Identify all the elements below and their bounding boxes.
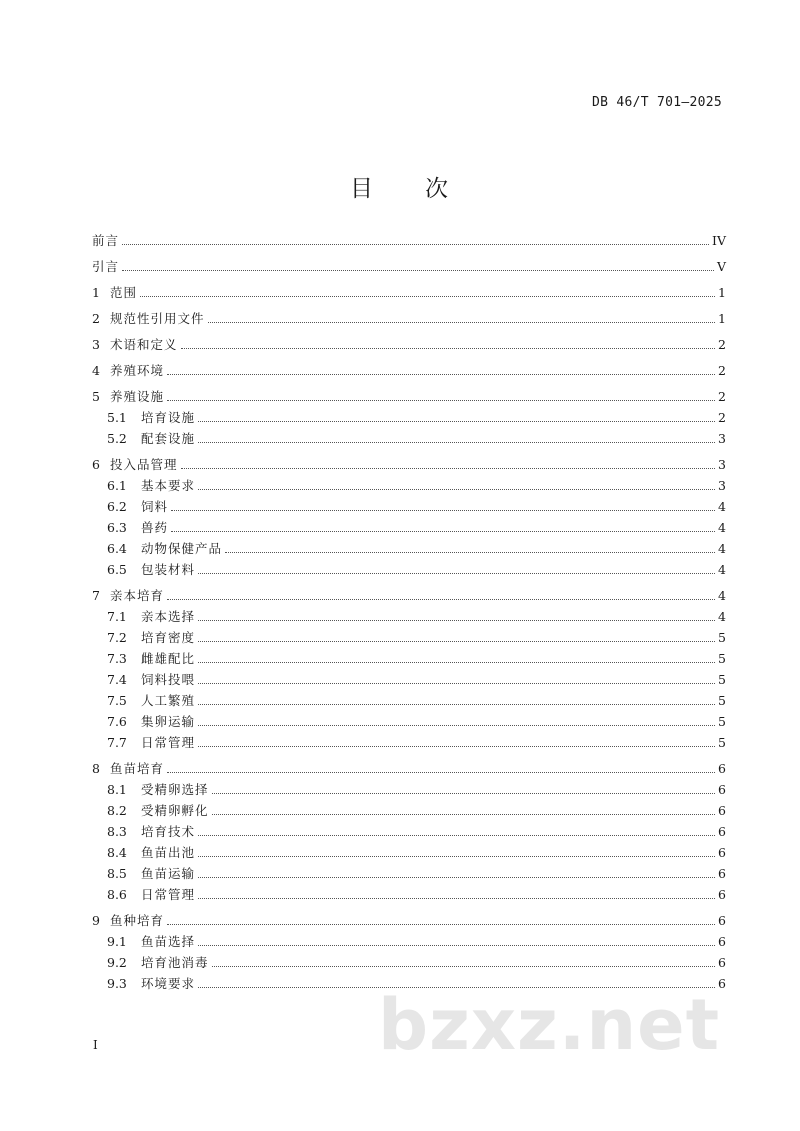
toc-entry-number: 8.2 [107,803,127,818]
toc-entry-label: 养殖设施 [110,389,165,404]
dot-leader [198,641,715,642]
dot-leader [167,924,715,925]
toc-entry-page: 6 [718,782,726,797]
toc-entry-label: 受精卵孵化 [141,803,209,818]
dot-leader [171,510,715,511]
toc-entry-number: 7.3 [107,651,127,666]
dot-leader [198,835,715,836]
toc-entry-label: 日常管理 [141,887,196,902]
document-code: DB 46/T 701—2025 [591,95,722,110]
toc-entry-number: 4 [92,363,100,378]
toc-entry-number: 6.3 [107,520,127,535]
dot-leader [167,400,715,401]
toc-entry-number: 5 [92,389,100,404]
toc-entry-number: 2 [92,311,100,326]
toc-entry[interactable] [92,821,726,842]
dot-leader [198,898,715,899]
toc-entry[interactable] [92,863,726,884]
toc-entry[interactable] [92,931,726,952]
toc-entry-label: 鱼苗选择 [141,934,196,949]
dot-leader [198,442,715,443]
toc-entry-number: 6 [92,457,100,472]
toc-entry-page: 6 [718,934,726,949]
toc-entry-label: 引言 [92,259,120,274]
toc-entry-number: 7.2 [107,630,127,645]
toc-entry-number: 8.6 [107,887,127,902]
dot-leader [198,877,715,878]
toc-entry-page: 4 [718,588,726,603]
toc-entry[interactable] [92,559,726,580]
toc-entry-number: 6.1 [107,478,127,493]
toc-entry-page: 3 [718,478,726,493]
toc-entry-page: 4 [718,609,726,624]
toc-entry-label: 培育技术 [141,824,196,839]
toc-entry[interactable] [92,428,726,449]
toc-entry-page: 4 [718,541,726,556]
toc-entry[interactable] [92,779,726,800]
toc-entry-label: 日常管理 [141,735,196,750]
dot-leader [212,793,716,794]
toc-entry[interactable] [92,758,726,779]
toc-entry-number: 5.1 [107,410,127,425]
toc-entry[interactable] [92,360,726,381]
dot-leader [122,270,714,271]
toc-entry-label: 投入品管理 [110,457,178,472]
toc-entry-page: 6 [718,803,726,818]
toc-entry[interactable] [92,711,726,732]
dot-leader [167,599,715,600]
toc-entry-number: 6.2 [107,499,127,514]
dot-leader [198,573,715,574]
toc-entry-page: 5 [718,672,726,687]
toc-entry-label: 鱼苗运输 [141,866,196,881]
toc-entry-number: 1 [92,285,100,300]
toc-entry-page: 4 [718,562,726,577]
toc-entry-label: 鱼种培育 [110,913,165,928]
toc-entry[interactable] [92,669,726,690]
toc-entry[interactable] [92,496,726,517]
dot-leader [122,244,709,245]
toc-entry-page: 6 [718,845,726,860]
toc-entry-label: 包装材料 [141,562,196,577]
toc-entry-label: 规范性引用文件 [110,311,205,326]
toc-entry-label: 饲料 [141,499,169,514]
dot-leader [181,348,716,349]
toc-entry-label: 饲料投喂 [141,672,196,687]
toc-entry-number: 7 [92,588,100,603]
toc-entry-label: 兽药 [141,520,169,535]
toc-entry-page: 6 [718,824,726,839]
toc-entry[interactable] [92,732,726,753]
toc-entry[interactable] [92,690,726,711]
dot-leader [167,374,715,375]
toc-entry[interactable] [92,585,726,606]
toc-entry-page: 2 [718,363,726,378]
toc-entry-label: 前言 [92,233,120,248]
toc-entry-number: 7.7 [107,735,127,750]
toc-entry-page: V [716,259,726,274]
toc-entry-page: IV [712,233,726,248]
toc-entry-page: 6 [718,955,726,970]
toc-entry[interactable] [92,952,726,973]
toc-entry-page: 4 [718,499,726,514]
toc-entry-page: 5 [718,735,726,750]
toc-entry[interactable] [92,407,726,428]
toc-entry[interactable] [92,256,726,277]
toc-entry-page: 5 [718,693,726,708]
toc-entry[interactable] [92,884,726,905]
toc-entry[interactable] [92,606,726,627]
toc-entry-label: 动物保健产品 [141,541,223,556]
dot-leader [225,552,715,553]
dot-leader [198,704,715,705]
toc-entry-label: 受精卵选择 [141,782,209,797]
dot-leader [198,945,715,946]
dot-leader [212,966,716,967]
toc-entry[interactable] [92,648,726,669]
toc-entry-page: 5 [718,714,726,729]
toc-entry-page: 2 [718,389,726,404]
toc-entry-number: 3 [92,337,100,352]
toc-entry-label: 养殖环境 [110,363,165,378]
toc-entry-page: 6 [718,887,726,902]
dot-leader [198,725,715,726]
toc-entry[interactable] [92,538,726,559]
dot-leader [140,296,715,297]
toc-entry-page: 6 [718,976,726,991]
toc-entry-number: 7.1 [107,609,127,624]
toc-entry-page: 6 [718,761,726,776]
toc-entry-number: 7.4 [107,672,127,687]
toc-entry[interactable] [92,334,726,355]
dot-leader [198,421,715,422]
toc-entry-number: 9.2 [107,955,127,970]
toc-entry-label: 雌雄配比 [141,651,196,666]
dot-leader [198,489,715,490]
toc-entry-number: 8.4 [107,845,127,860]
toc-entry[interactable] [92,230,726,251]
table-of-contents [92,230,726,994]
dot-leader [171,531,715,532]
toc-entry-number: 6.5 [107,562,127,577]
toc-entry[interactable] [92,454,726,475]
toc-entry-label: 范围 [110,285,138,300]
dot-leader [198,746,715,747]
toc-entry-page: 6 [718,913,726,928]
toc-entry-page: 4 [718,520,726,535]
toc-entry[interactable] [92,282,726,303]
toc-entry[interactable] [92,627,726,648]
toc-entry-page: 2 [718,410,726,425]
toc-entry-number: 6.4 [107,541,127,556]
toc-entry-label: 鱼苗培育 [110,761,165,776]
toc-entry-number: 8.1 [107,782,127,797]
toc-entry[interactable] [92,475,726,496]
page-title: 目 次 [350,176,450,202]
toc-entry[interactable] [92,842,726,863]
toc-entry-label: 人工繁殖 [141,693,196,708]
toc-entry-number: 7.6 [107,714,127,729]
dot-leader [198,856,715,857]
toc-entry-label: 基本要求 [141,478,196,493]
dot-leader [212,814,716,815]
toc-entry-number: 9.1 [107,934,127,949]
toc-entry-page: 1 [718,285,726,300]
dot-leader [181,468,716,469]
toc-entry-label: 培育密度 [141,630,196,645]
toc-entry[interactable] [92,308,726,329]
toc-entry-number: 8 [92,761,100,776]
toc-entry-page: 5 [718,651,726,666]
dot-leader [198,620,715,621]
toc-entry-label: 培育设施 [141,410,196,425]
toc-entry-page: 3 [718,431,726,446]
toc-entry-label: 鱼苗出池 [141,845,196,860]
toc-entry-page: 5 [718,630,726,645]
toc-entry-label: 集卵运输 [141,714,196,729]
toc-entry[interactable] [92,800,726,821]
dot-leader [198,683,715,684]
toc-entry[interactable] [92,386,726,407]
toc-entry-page: 2 [718,337,726,352]
toc-entry[interactable] [92,517,726,538]
toc-entry-label: 术语和定义 [110,337,178,352]
toc-entry-number: 8.3 [107,824,127,839]
dot-leader [167,772,715,773]
toc-entry-label: 亲本培育 [110,588,165,603]
toc-entry-label: 配套设施 [141,431,196,446]
toc-entry-number: 9 [92,913,100,928]
toc-entry-number: 9.3 [107,976,127,991]
toc-entry-page: 3 [718,457,726,472]
toc-entry-label: 培育池消毒 [141,955,209,970]
toc-entry-label: 亲本选择 [141,609,196,624]
page-number: I [93,1038,98,1052]
watermark: bzxz.net [378,984,721,1066]
toc-entry-page: 6 [718,866,726,881]
toc-entry-number: 8.5 [107,866,127,881]
toc-entry-label: 环境要求 [141,976,196,991]
dot-leader [198,662,715,663]
toc-entry-number: 5.2 [107,431,127,446]
toc-entry-page: 1 [718,311,726,326]
toc-entry-number: 7.5 [107,693,127,708]
toc-entry[interactable] [92,910,726,931]
dot-leader [208,322,716,323]
